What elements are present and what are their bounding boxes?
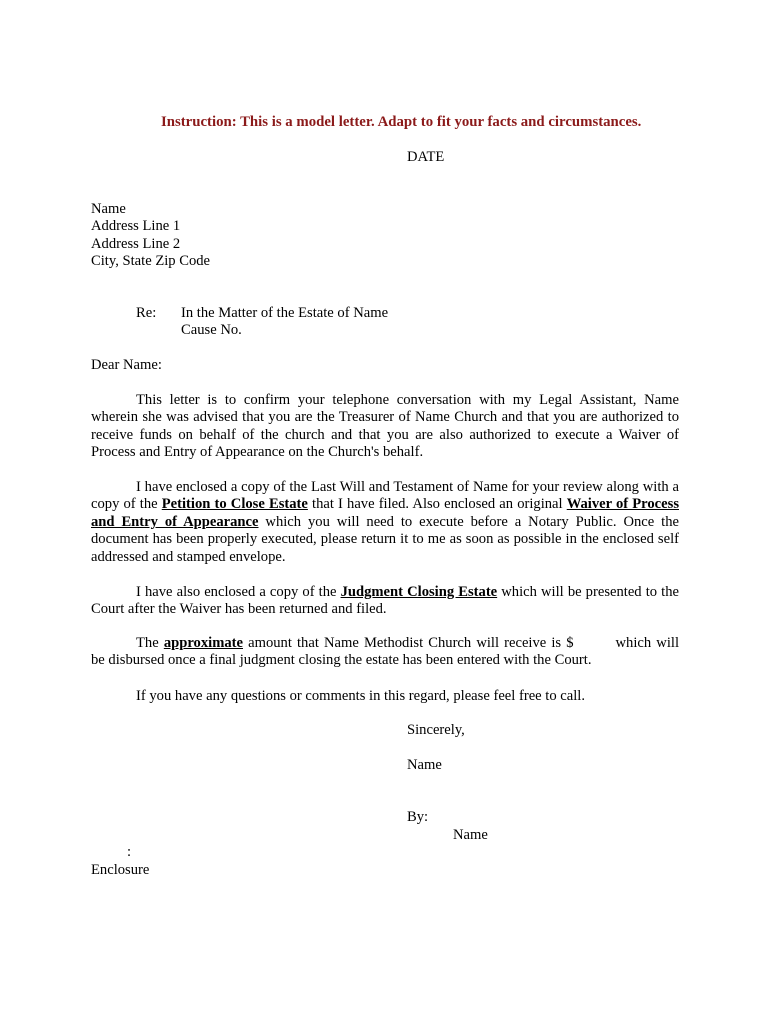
recipient-address <box>91 201 210 271</box>
address-line-2: Address Line 2 <box>91 235 181 252</box>
salutation: Dear Name: <box>91 357 162 373</box>
p2-text-e: which you will need to execute before a Notary Public. Once the document has been properly executed, please return it to me as soon as possible in the enclosed self addressed and stamped envelope. <box>91 513 679 565</box>
city-state-zip: City, State Zip Code <box>91 253 211 270</box>
paragraph-judgment <box>91 584 679 619</box>
paragraph-confirmation-text: This letter is to confirm your telephone conversation with my Legal Assistant, Name wherein she was advised that you are the Treasurer of Name Church and that you are authorized to receive funds on behalf of the church and that you are also authorized to execute a Waiver of Process and Entry of Appearance on the Church's behalf. <box>91 392 679 461</box>
by-label: By: <box>407 809 429 825</box>
waiver-of-process-term: Waiver of Process and Entry of Appearance <box>91 496 679 530</box>
paragraph-questions-text: If you have any questions or comments in this regard, please feel free to call. <box>136 688 586 704</box>
re-cause-number: Cause No. <box>181 322 242 339</box>
address-line-1: Address Line 1 <box>91 218 181 235</box>
paragraph-amount <box>91 635 679 670</box>
p3-text-a: I have also enclosed a copy of the <box>136 584 341 600</box>
re-block <box>181 305 388 340</box>
recipient-name: Name <box>91 201 126 217</box>
paragraph-enclosures <box>91 479 679 566</box>
re-matter: In the Matter of the Estate of Name <box>181 305 389 321</box>
p4-text-d: which will be disbursed once a final judgment closing the estate has been entered with the Court. <box>91 635 679 669</box>
signer-name: Name <box>407 757 442 773</box>
re-label: Re: <box>136 305 157 321</box>
instruction-heading: Instruction: This is a model letter. Adapt to fit your facts and circumstances. <box>161 114 642 130</box>
p4-text-c: amount that Name Methodist Church will receive is $ <box>243 635 574 651</box>
p3-text-c: which will be presented to the Court after the Waiver has been returned and filed. <box>91 584 679 618</box>
p4-text-a: The <box>136 635 164 651</box>
paragraph-confirmation <box>91 392 679 462</box>
enclosure-label: Enclosure <box>91 862 150 878</box>
p2-text-c: that I have filed. Also enclosed an original <box>307 496 567 513</box>
judgment-closing-estate-term: Judgment Closing Estate <box>340 584 498 600</box>
petition-to-close-estate-term: Petition to Close Estate <box>161 496 308 513</box>
closing: Sincerely, <box>407 722 465 738</box>
paragraph-questions <box>91 688 679 705</box>
p2-text-a: I have enclosed a copy of the Last Will and Testament of Name for your review along with a copy of the <box>91 479 679 513</box>
colon-mark: : <box>127 844 132 860</box>
by-name: Name <box>453 827 488 843</box>
approximate-term: approximate <box>163 635 243 651</box>
letter-date: DATE <box>407 149 445 165</box>
